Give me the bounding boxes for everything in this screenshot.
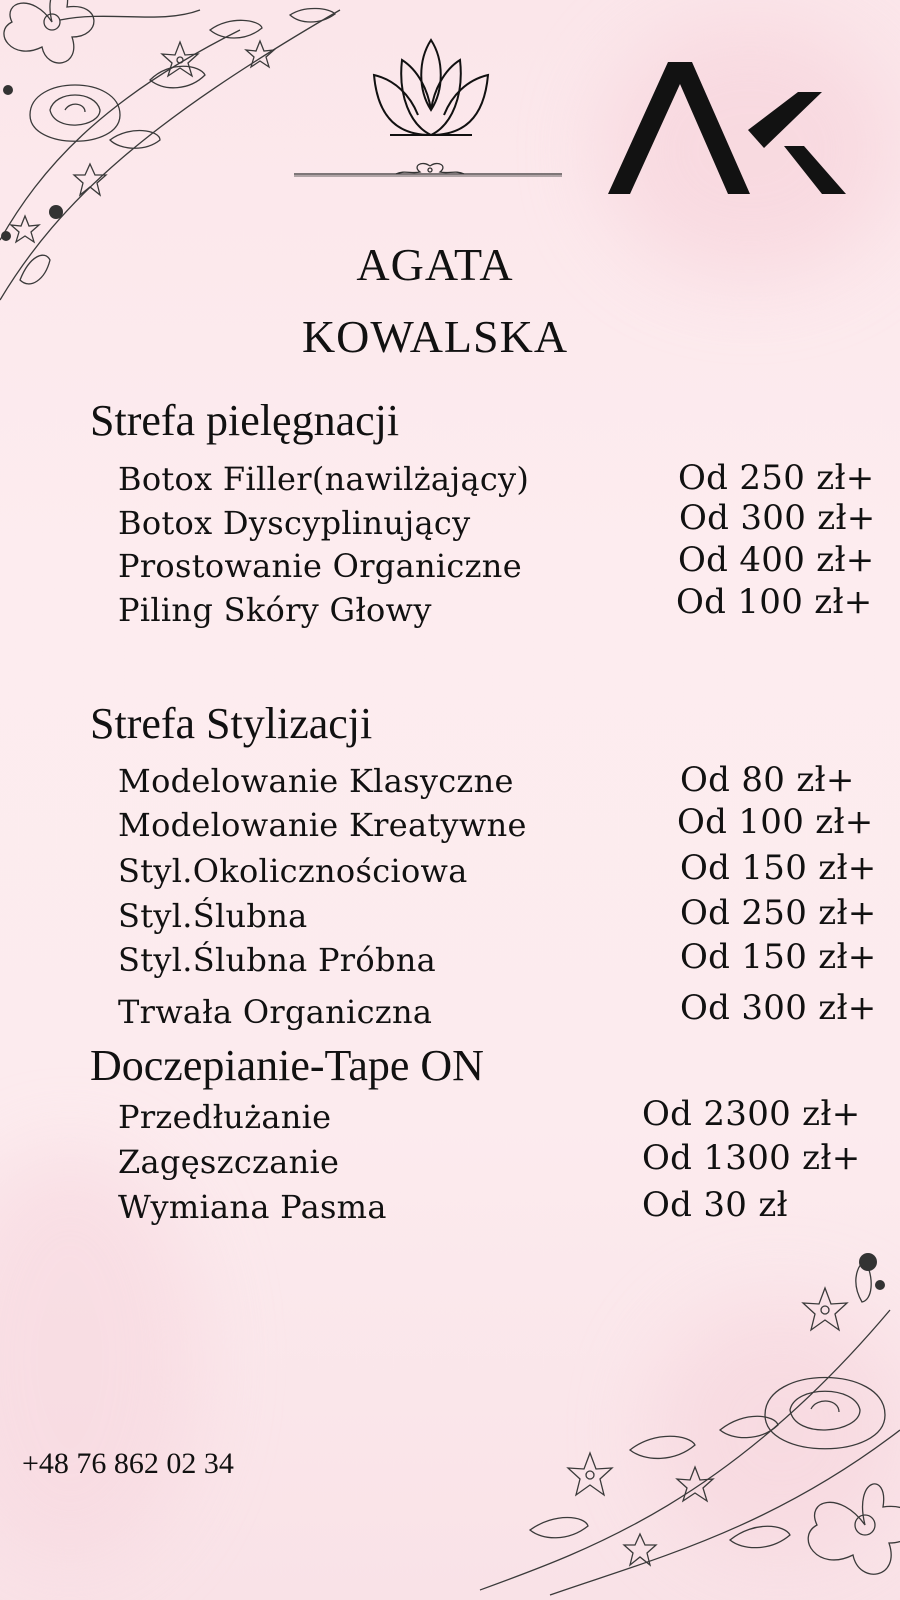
service-name: Styl.Ślubna Próbna: [118, 941, 437, 979]
service-price: Od 300 zł+: [680, 988, 877, 1028]
floral-corner-bottom-right-icon: [470, 1250, 900, 1600]
service-price: Od 80 zł+: [680, 760, 855, 800]
service-name: Modelowanie Klasyczne: [118, 762, 514, 800]
service-name: Piling Skóry Głowy: [118, 591, 432, 629]
lotus-icon: [370, 35, 492, 140]
ak-monogram-logo: [608, 52, 846, 194]
ornamental-divider-icon: [292, 160, 568, 184]
service-name: Prostowanie Organiczne: [118, 547, 522, 585]
service-price: Od 400 zł+: [678, 540, 875, 580]
service-price: Od 150 zł+: [680, 848, 877, 888]
service-name: Zagęszczanie: [118, 1143, 340, 1181]
service-price: Od 150 zł+: [680, 937, 877, 977]
service-name: Wymiana Pasma: [118, 1188, 387, 1226]
service-price: Od 250 zł+: [678, 458, 875, 498]
service-price: Od 1300 zł+: [642, 1138, 861, 1178]
section-title-styling: Strefa Stylizacji: [90, 699, 373, 748]
phone-number[interactable]: +48 76 862 02 34: [22, 1447, 234, 1480]
service-price: Od 100 zł+: [676, 582, 873, 622]
section-title-care: Strefa pielęgnacji: [90, 396, 400, 445]
brand-name-line-1: AGATA: [356, 239, 514, 290]
service-name: Styl.Ślubna: [118, 897, 308, 935]
section-title-extensions: Doczepianie-Tape ON: [90, 1041, 484, 1090]
service-name: Styl.Okolicznościowa: [118, 852, 468, 890]
service-name: Modelowanie Kreatywne: [118, 806, 527, 844]
service-name: Trwała Organiczna: [118, 993, 433, 1031]
service-price: Od 300 zł+: [679, 498, 876, 538]
brand-name-line-2: KOWALSKA: [301, 311, 569, 362]
service-price: Od 30 zł: [642, 1185, 788, 1225]
service-name: Botox Filler(nawilżający): [118, 460, 530, 498]
service-name: Przedłużanie: [118, 1098, 332, 1136]
service-price: Od 250 zł+: [680, 893, 877, 933]
service-price: Od 2300 zł+: [642, 1094, 861, 1134]
service-name: Botox Dyscyplinujący: [118, 504, 471, 542]
service-price: Od 100 zł+: [677, 802, 874, 842]
